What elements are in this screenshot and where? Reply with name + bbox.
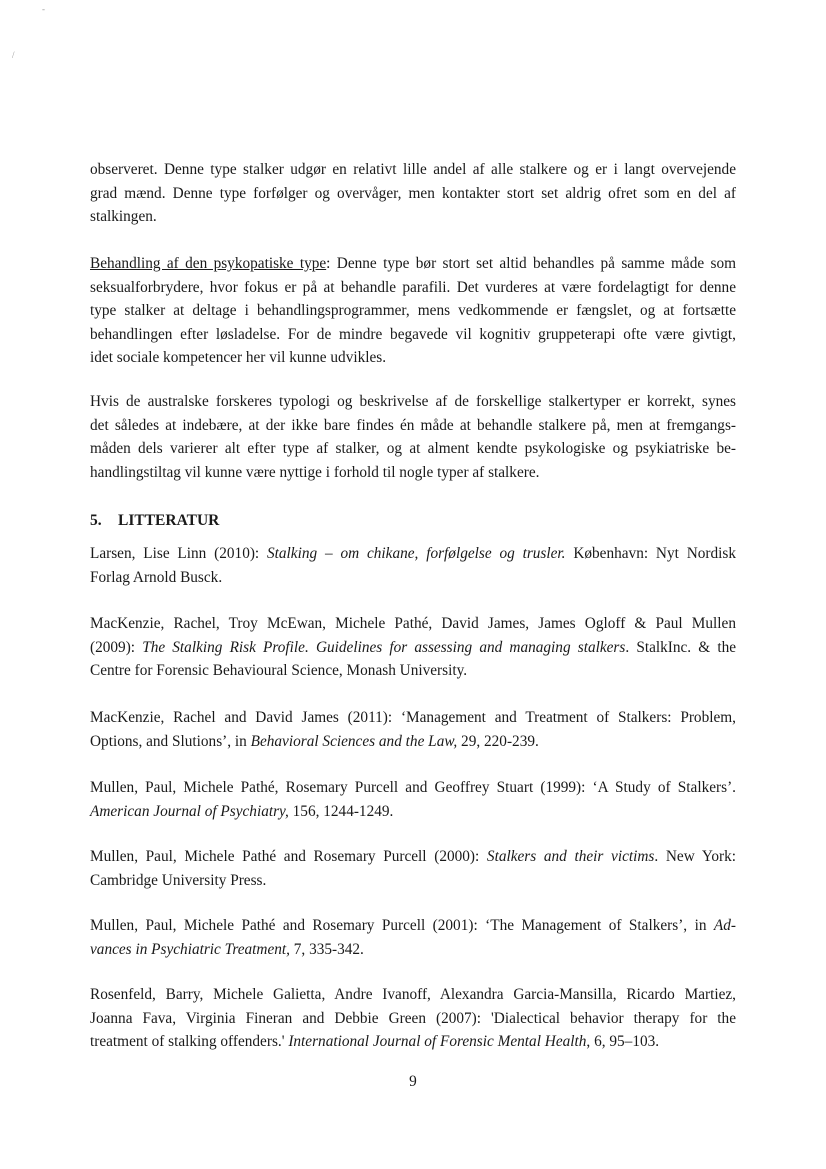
reference-line: Centre for Forensic Behavioural Science, Monash University. <box>90 662 468 680</box>
paragraph-lead-text: : Denne type bør stort set altid behandles på samme måde som <box>326 255 736 272</box>
reference-mullen-1999 <box>90 776 736 823</box>
paragraph-line: handlingstiltag vil kunne være nyttige i forhold til nogle typer af stalkere. <box>90 463 540 481</box>
reference-text: . StalkInc. & the <box>625 638 737 656</box>
reference-line <box>90 612 736 636</box>
reference-text: København: Nyt Nordisk <box>565 545 736 562</box>
reference-title-italic: Stalking – om chikane, forfølgelse og trusler. <box>267 545 566 562</box>
reference-text: MacKenzie, Rachel, Troy McEwan, Michele Pathé, David James, James Ogloff & Paul Mullen <box>90 615 736 632</box>
paragraph-line: seksualforbrydere, hvor fokus er på at behandle parafili. Det vurderes at være fordelagtigt for denne <box>90 278 736 296</box>
subheading-behandling-psykopatisk: Behandling af den psykopatiske type <box>90 255 327 272</box>
paragraph-line <box>90 252 736 276</box>
section-title: LITTERATUR <box>118 512 220 529</box>
paragraph-line: stalkingen. <box>90 208 157 226</box>
reference-title-italic: International Journal of Forensic Mental Health <box>288 1033 587 1051</box>
reference-title-italic: American Journal of Psychiatry, <box>90 802 289 820</box>
reference-text: Joanna Fava, Virginia Fineran and Debbie Green (2007): 'Dialectical behavior therapy for the <box>90 1009 736 1027</box>
paragraph-line: det således at indebære, at der ikke bare findes én måde at behandle stalkere på, men at fremgangs- <box>90 416 736 434</box>
reference-title-italic: Behavioral Sciences and the Law, <box>250 732 458 750</box>
reference-text: Mullen, Paul, Michele Pathé and Rosemary Purcell (2000): <box>90 848 487 865</box>
reference-title-italic: Ad- <box>713 917 736 934</box>
reference-mullen-2001 <box>90 914 736 961</box>
reference-line <box>90 800 736 824</box>
paragraph-line: type stalker at deltage i behandlingsprogrammer, mens vedkommende er fængslet, og at fortsætte <box>90 302 736 320</box>
reference-mackenzie-2009 <box>90 612 736 683</box>
reference-title-italic: The Stalking Risk Profile. Guidelines for assessing and managing stalkers <box>142 638 626 656</box>
reference-larsen-2010 <box>90 542 736 589</box>
reference-text: 156, 1244-1249. <box>288 802 394 820</box>
section-number: 5. <box>90 512 102 529</box>
section-heading <box>90 512 219 530</box>
reference-line <box>90 776 736 800</box>
reference-rosenfeld-2007 <box>90 983 736 1054</box>
paragraph-line: Hvis de australske forskeres typologi og beskrivelse af de forskellige stalkertyper er korrekt, synes <box>90 393 736 410</box>
paragraph-behandling <box>90 252 736 370</box>
reference-line <box>90 845 736 869</box>
reference-line <box>90 542 736 566</box>
reference-line <box>90 636 736 660</box>
reference-line: Cambridge University Press. <box>90 871 267 889</box>
reference-text: Mullen, Paul, Michele Pathé, Rosemary Purcell and Geoffrey Stuart (1999): ‘A Study of Stalkers’. <box>90 779 736 796</box>
reference-mullen-2000 <box>90 845 736 892</box>
margin-mark-2: / <box>12 50 15 60</box>
reference-line <box>90 983 736 1007</box>
reference-text: Options, and Slutions’, in <box>90 732 251 750</box>
reference-text: MacKenzie, Rachel and David James (2011): ‘Management and Treatment of Stalkers: Problem, <box>90 709 736 726</box>
reference-line <box>90 914 736 938</box>
paragraph-line: behandlingen efter løsladelse. For de mindre begavede vil kognitiv gruppeterapi ofte være givtigt, <box>90 325 736 343</box>
paragraph-line: idet sociale kompetencer her vil kunne udvikles. <box>90 349 387 367</box>
reference-line <box>90 706 736 730</box>
paragraph-line: observeret. Denne type stalker udgør en relativt lille andel af alle stalkere og er i langt overvejende <box>90 161 736 178</box>
reference-text: (2009): <box>90 638 143 656</box>
page-number: 9 <box>409 1073 417 1090</box>
reference-title-italic: vances in Psychiatric Treatment, <box>90 940 290 958</box>
reference-text: Rosenfeld, Barry, Michele Galietta, Andre Ivanoff, Alexandra Garcia-Mansilla, Ricardo Martiez, <box>90 986 736 1003</box>
reference-title-italic: Stalkers and their victims <box>486 848 655 865</box>
paragraph-conclusion <box>90 390 736 484</box>
margin-mark-1: - <box>42 4 45 14</box>
reference-line <box>90 938 736 962</box>
reference-text: Larsen, Lise Linn (2010): <box>90 545 268 562</box>
reference-text: , 6, 95–103. <box>586 1033 660 1051</box>
reference-text: Mullen, Paul, Michele Pathé and Rosemary Purcell (2001): ‘The Management of Stalkers’, in <box>90 917 714 934</box>
reference-text: 29, 220-239. <box>457 732 539 750</box>
reference-mackenzie-2011 <box>90 706 736 753</box>
reference-text: . New York: <box>654 848 736 865</box>
reference-line <box>90 1030 736 1054</box>
paragraph-line: grad mænd. Denne type forfølger og overvåger, men kontakter stort set aldrig ofret som en del af <box>90 184 736 202</box>
reference-text: 7, 335-342. <box>289 940 364 958</box>
reference-text: treatment of stalking offenders.' <box>90 1033 289 1051</box>
reference-line <box>90 730 736 754</box>
reference-line: Forlag Arnold Busck. <box>90 568 223 586</box>
reference-line <box>90 1007 736 1031</box>
paragraph-line: måden dels varierer alt efter type af stalker, og at alment kendte psykologiske og psykiatriske be- <box>90 440 736 458</box>
paragraph-observeret <box>90 158 736 229</box>
